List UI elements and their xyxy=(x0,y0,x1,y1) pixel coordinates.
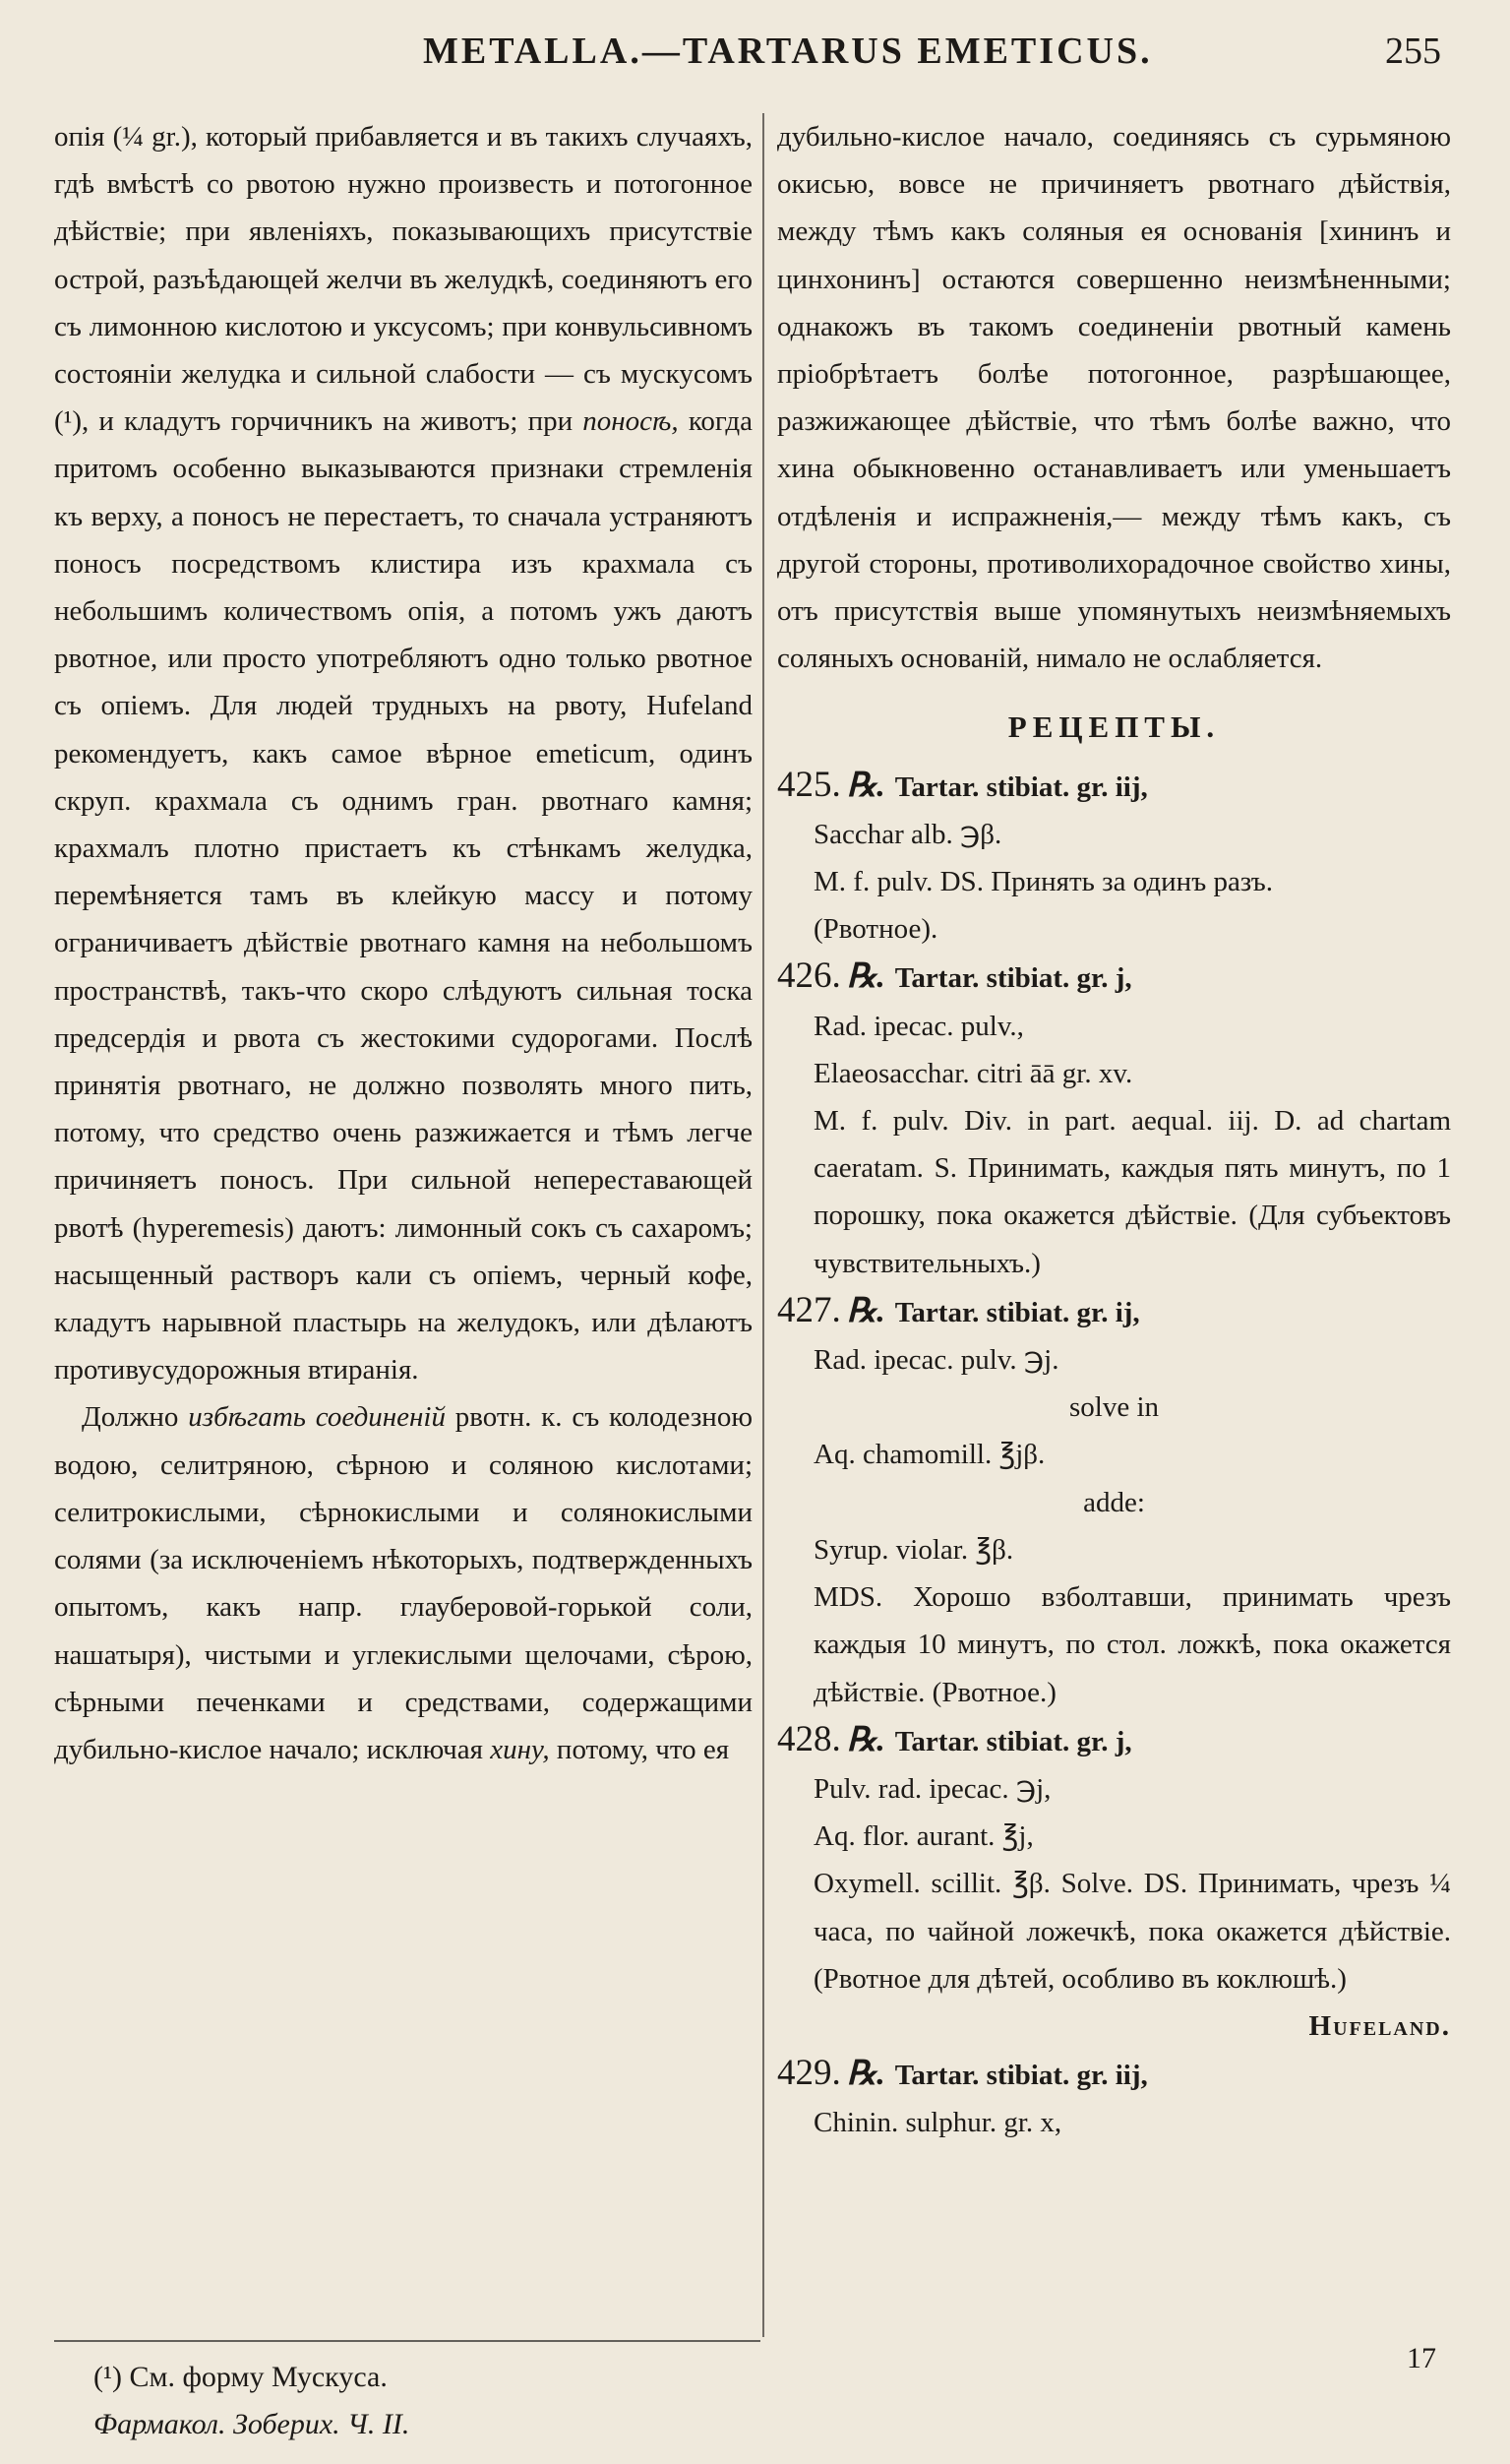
recipe-ingredient: Tartar. stibiat. gr. iij, xyxy=(894,770,1148,803)
section-title: РЕЦЕПТЫ. xyxy=(1007,709,1221,745)
right-column xyxy=(777,113,1451,2147)
recipe-instruction: M. f. pulv. Div. in part. aequal. iij. D. ad chartam caeratam. S. Принимать, каждыя пять минутъ, по 1 порошку, пока окажется дѣйствіе. (Для субъектовъ чувствительныхъ.) xyxy=(814,1105,1451,1279)
recipe-author: Hufeland. xyxy=(1308,2009,1451,2042)
recipe-426 xyxy=(777,953,1451,1286)
recipe-first-line xyxy=(777,2050,1451,2099)
recipe-ingredient: Pulv. rad. ipecac. ℈j, xyxy=(814,1772,1052,1805)
recipe-number: 425. xyxy=(777,764,841,805)
recipe-number: 429. xyxy=(777,2053,841,2094)
footnotes xyxy=(93,2354,762,2448)
recipe-ingredient: Tartar. stibiat. gr. j, xyxy=(894,962,1132,995)
recipe-number: 428. xyxy=(777,1718,841,1759)
left-paragraph-2 xyxy=(54,1393,753,1773)
recipe-ingredient: Rad. ipecac. pulv. ℈j. xyxy=(814,1344,1059,1377)
recipe-first-line xyxy=(777,953,1451,1002)
rx-symbol: ℞. xyxy=(846,958,885,996)
recipe-ingredient: Tartar. stibiat. gr. j, xyxy=(894,1725,1132,1757)
page-number: 255 xyxy=(1385,31,1441,72)
rx-symbol: ℞. xyxy=(846,1292,885,1329)
recipe-first-line xyxy=(777,762,1451,811)
signature-mark: 17 xyxy=(1407,2342,1436,2374)
recipe-427 xyxy=(777,1287,1451,1716)
paragraph-text: Должно xyxy=(82,1401,179,1434)
footnote-source: Фармакол. Зоберих. Ч. II. xyxy=(93,2408,410,2440)
rx-symbol: ℞. xyxy=(846,1721,885,1758)
recipe-429 xyxy=(777,2050,1451,2146)
recipe-directive: adde: xyxy=(1083,1486,1145,1518)
recipe-ingredient: Tartar. stibiat. gr. iij, xyxy=(894,2060,1148,2092)
rx-symbol: ℞. xyxy=(846,767,885,804)
recipe-first-line xyxy=(777,1287,1451,1336)
footnote-rule xyxy=(54,2340,760,2342)
recipe-number: 426. xyxy=(777,955,841,997)
paragraph-text: потому, что ея xyxy=(556,1733,730,1765)
paragraph-text: опія (¼ gr.), который прибавляется и въ такихъ случаяхъ, гдѣ вмѣстѣ со рвотою нужно произвесть и потогонное дѣйствіе; при явленіяхъ, показывающихъ присутствіе острой, разъѣдающей желчи въ желудкѣ, соединяютъ его съ лимонною кислотою и уксусомъ; при конвульсивномъ состояніи желудка и сильной слабости — съ мускусомъ (¹), и кладутъ горчичникъ на животъ; при xyxy=(54,121,753,438)
paragraph-text: рвотн. к. съ колодезною водою, селитряною, сѣрною и соляною кислотами; селитрокислыми, сѣрнокислыми и солянокислыми солями (за исключеніемъ нѣкоторыхъ, подтвержденныхъ опытомъ, какъ напр. глауберовой-горькой соли, нашатыря), чистыми и углекислыми щелочами, сѣрою, сѣрными печенками и средствами, содержащими дубильно-кислое начало; исключая xyxy=(54,1401,753,1765)
recipe-ingredient: Tartar. stibiat. gr. ij, xyxy=(894,1296,1140,1328)
right-paragraph: дубильно-кислое начало, соединяясь съ сурьмяною окисью, вовсе не причиняетъ рвотнаго дѣйствія, между тѣмъ какъ соляныя ея основанія [хининъ и цинхонинъ] остаются совершенно неизмѣненными; однакожъ въ такомъ соединеніи рвотный камень пріобрѣтаетъ болѣе потогонное, разрѣшающее, разжижающее дѣйствіе, что тѣмъ болѣе важно, что хина обыкновенно останавливаетъ или уменьшаетъ отдѣленія и испражненія,— между тѣмъ какъ, съ другой стороны, противолихорадочное свойство хины, отъ присутствія выше упомянутыхъ неизмѣняемыхъ соляныхъ основаній, нимало не ослабляется. xyxy=(777,121,1451,675)
running-title: METALLA.—TARTARUS EMETICUS. xyxy=(423,31,1153,72)
recipe-ingredient: Aq. chamomill. ℥jβ. xyxy=(814,1439,1046,1471)
footnote-1: (¹) См. форму Мускуса. xyxy=(93,2361,388,2393)
recipe-instruction: MDS. Хорошо взболтавши, принимать чрезъ каждыя 10 минутъ, по стол. ложкѣ, пока окажется дѣйствіе. (Рвотное.) xyxy=(814,1581,1451,1708)
recipe-first-line xyxy=(777,1716,1451,1765)
recipe-425 xyxy=(777,762,1451,954)
recipe-428 xyxy=(777,1716,1451,2050)
recipe-instruction: Oxymell. scillit. ℥β. Solve. DS. Принимать, чрезъ ¼ часа, по чайной ложечкѣ, пока окажется дѣйствіе. (Рвотное для дѣтей, особливо въ коклюшѣ.) xyxy=(814,1868,1451,1995)
paragraph-text: когда притомъ особенно выказываются признаки стремленія къ верху, а поносъ не перестаетъ, то сначала устраняютъ поносъ посредствомъ клистира изъ крахмала съ небольшимъ количествомъ опія, а потомъ ужъ даютъ рвотное, или просто употребляютъ одно только рвотное съ опіемъ. Для людей трудныхъ на рвоту, Hufeland рекомендуетъ, какъ самое вѣрное emeticum, одинъ скруп. крахмала съ однимъ гран. рвотнаго камня; крахмалъ плотно пристаетъ къ стѣнкамъ желудка, перемѣняется тамъ въ клейкую массу и потому ограничиваетъ дѣйствіе рвотнаго камня на небольшомъ пространствѣ, такъ-что скоро слѣдуютъ сильная тоска предсердія и рвота съ жестокими судорогами. Послѣ принятія рвотнаго, не должно позволять много пить, потому, что средство очень разжижается и тѣмъ легче причиняетъ поносъ. При сильной непереставающей рвотѣ (hyperemesis) даютъ: лимонный сокъ съ сахаромъ; насыщенный растворъ кали съ опіемъ, черный кофе, кладутъ нарывной пластырь на желудокъ, или дѣлаютъ противусудорожныя втиранія. xyxy=(54,405,754,1386)
recipe-ingredient: Rad. ipecac. pulv., xyxy=(814,1010,1024,1042)
recipe-ingredient: Syrup. violar. ℥β. xyxy=(814,1533,1014,1566)
italic-term: избѣгать соединеній xyxy=(188,1401,446,1434)
left-paragraph-1 xyxy=(54,113,753,1393)
rx-symbol: ℞. xyxy=(846,2056,885,2093)
column-divider xyxy=(762,113,764,2337)
recipe-number: 427. xyxy=(777,1289,841,1330)
recipe-ingredient: Chinin. sulphur. gr. x, xyxy=(814,2107,1062,2139)
recipe-directive: solve in xyxy=(1068,1391,1160,1424)
recipe-ingredient: Sacchar alb. ℈β. xyxy=(814,818,1002,850)
page-header xyxy=(0,30,1510,89)
recipe-instruction: M. f. pulv. DS. Принять за одинъ разъ. xyxy=(814,866,1274,898)
left-column xyxy=(54,113,753,1773)
italic-term: хину, xyxy=(490,1733,550,1765)
recipe-ingredient: Aq. flor. aurant. ℥j, xyxy=(814,1820,1034,1853)
italic-term: поносѣ, xyxy=(582,405,679,438)
recipe-ingredient: Elaeosacchar. citri āā gr. xv. xyxy=(814,1057,1133,1089)
recipe-note: (Рвотное). xyxy=(814,913,938,946)
